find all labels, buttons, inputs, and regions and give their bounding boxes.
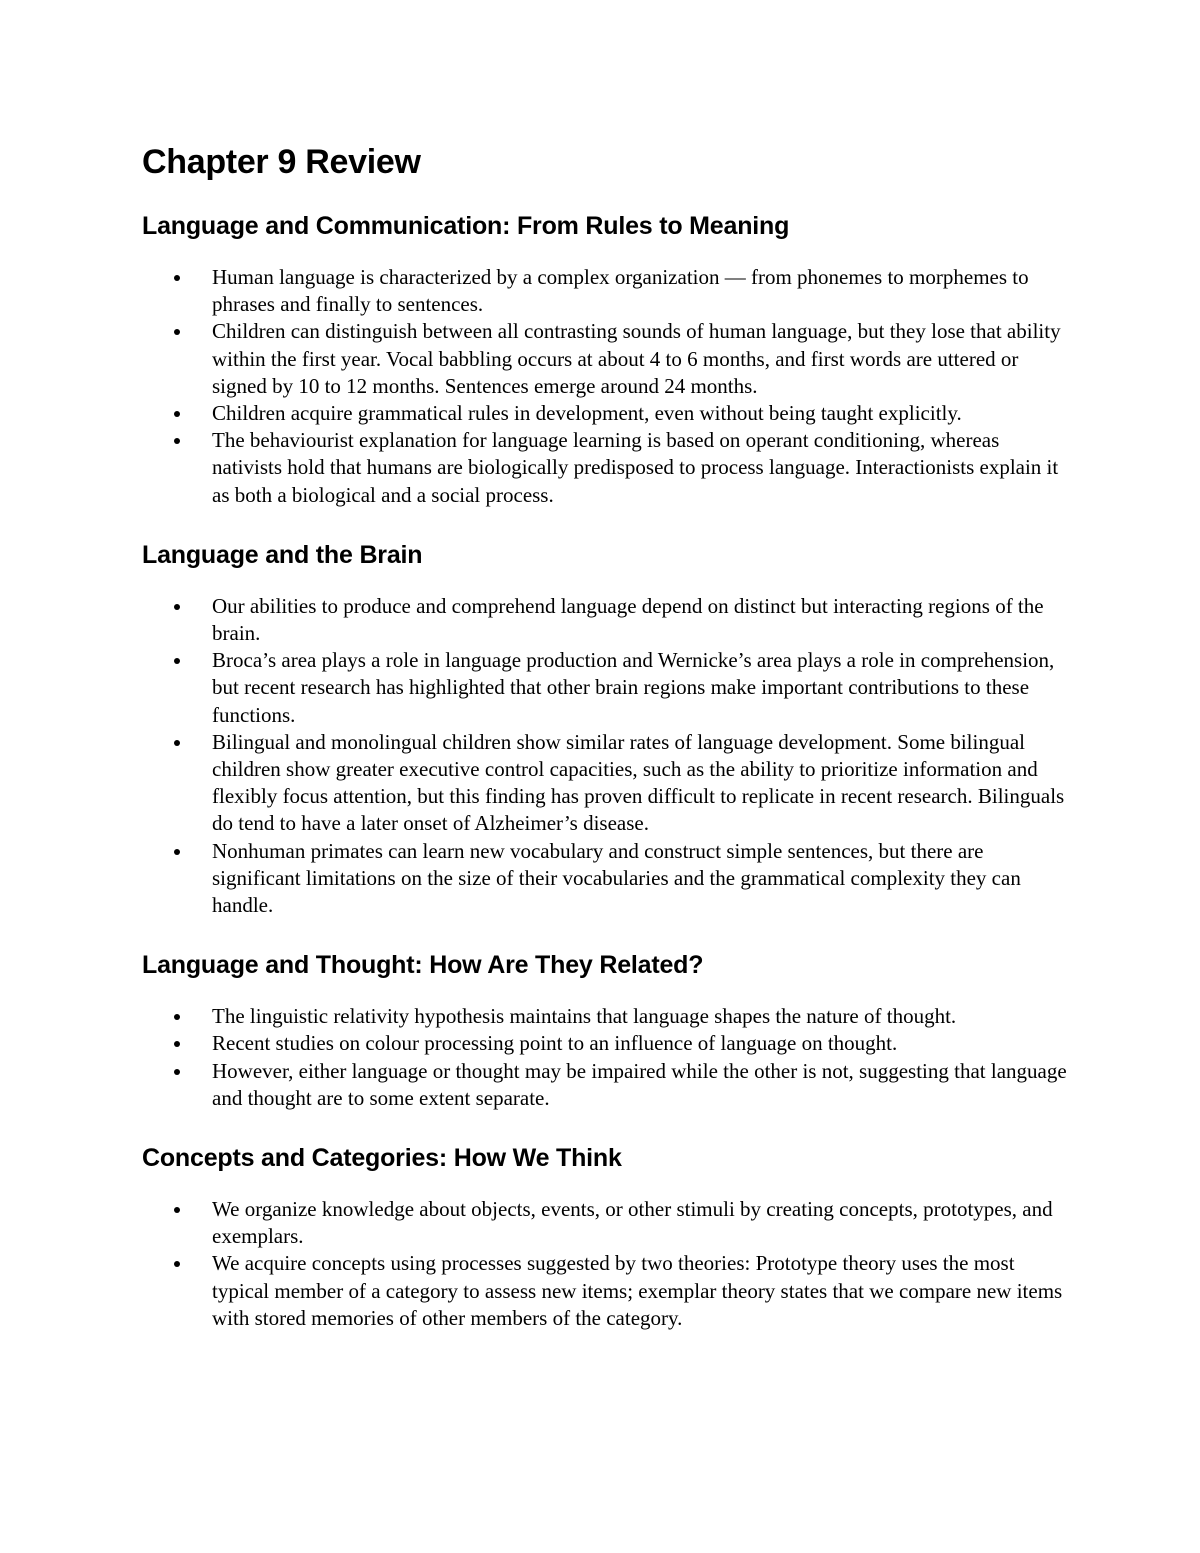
bullet-icon [174, 411, 180, 417]
list-item-text: Recent studies on colour processing point to an influence of language on thought. [212, 1031, 898, 1056]
list-item [142, 427, 1072, 509]
bullet-icon [174, 1261, 180, 1267]
list-item-text: Broca’s area plays a role in language production and Wernicke’s area plays a role in comprehension, but recent research has highlighted that other brain regions make important contributions to these functions. [212, 648, 1055, 727]
list-item [142, 1030, 1072, 1057]
list-item [142, 729, 1072, 838]
bullet-icon [174, 604, 180, 610]
bullet-icon [174, 849, 180, 855]
list-item-text: The linguistic relativity hypothesis maintains that language shapes the nature of thought. [212, 1004, 957, 1029]
list-item [142, 318, 1072, 400]
list-item-text: However, either language or thought may be impaired while the other is not, suggesting that language and thought are to some extent separate. [212, 1058, 1067, 1110]
list-item [142, 1196, 1072, 1250]
section-heading: Language and Communication: From Rules to Meaning [142, 212, 790, 240]
bullet-list [142, 264, 1072, 509]
list-item-text: Children acquire grammatical rules in development, even without being taught explicitly. [212, 401, 962, 426]
list-item-text: Nonhuman primates can learn new vocabulary and construct simple sentences, but there are significant limitations on the size of their vocabularies and the grammatical complexity they can handle. [212, 838, 1021, 918]
bullet-list [142, 1003, 1072, 1112]
list-item [142, 264, 1072, 318]
bullet-icon [174, 1041, 180, 1047]
page-title: Chapter 9 Review [142, 143, 421, 181]
bullet-icon [174, 1014, 180, 1020]
list-item [142, 593, 1072, 647]
list-item-text: Children can distinguish between all contrasting sounds of human language, but they lose that ability within the first year. Vocal babbling occurs at about 4 to 6 months, and first words are uttered or signed by 10 to 12 months. Sentences emerge around 24 months. [212, 319, 1061, 398]
list-item [142, 1003, 1072, 1030]
bullet-icon [174, 740, 180, 746]
section-concepts-categories [142, 1142, 1072, 1332]
list-item [142, 838, 1072, 920]
bullet-icon [174, 275, 180, 281]
bullet-icon [174, 1069, 180, 1075]
section-language-brain [142, 539, 1072, 919]
bullet-icon [174, 1207, 180, 1213]
list-item-text: We organize knowledge about objects, events, or other stimuli by creating concepts, prototypes, and exemplars. [212, 1197, 1053, 1249]
bullet-list [142, 1196, 1072, 1332]
section-language-communication [142, 210, 1072, 509]
section-heading: Language and Thought: How Are They Related? [142, 951, 704, 980]
list-item [142, 1058, 1072, 1112]
bullet-list [142, 593, 1072, 919]
section-heading: Language and the Brain [142, 540, 423, 569]
section-heading: Concepts and Categories: How We Think [142, 1144, 622, 1173]
list-item-text: Human language is characterized by a complex organization — from phonemes to morphemes to phrases and finally to sentences. [212, 265, 1029, 317]
section-language-thought [142, 949, 1072, 1112]
list-item [142, 647, 1072, 729]
bullet-icon [174, 658, 180, 664]
list-item-text: Our abilities to produce and comprehend language depend on distinct but interacting regions of the brain. [212, 593, 1044, 646]
document-content [142, 140, 1072, 1362]
list-item-text: Bilingual and monolingual children show similar rates of language development. Some bilingual children show greater executive control capacities, such as the ability to prioritize information and flexibly focus attention, but this finding has proven difficult to replicate in recent research. Bilinguals do tend to have a later onset of Alzheimer’s disease. [212, 729, 1065, 836]
list-item [142, 1250, 1072, 1332]
list-item [142, 400, 1072, 427]
list-item-text: The behaviourist explanation for language learning is based on operant conditioning, whereas nativists hold that humans are biologically predisposed to process language. Interactionists explain it as both a biological and a social process. [212, 428, 1059, 507]
bullet-icon [174, 438, 180, 444]
bullet-icon [174, 329, 180, 335]
list-item-text: We acquire concepts using processes suggested by two theories: Prototype theory uses the most typical member of a category to assess new items; exemplar theory states that we compare new items with stored memories of other members of the category. [212, 1251, 1063, 1330]
